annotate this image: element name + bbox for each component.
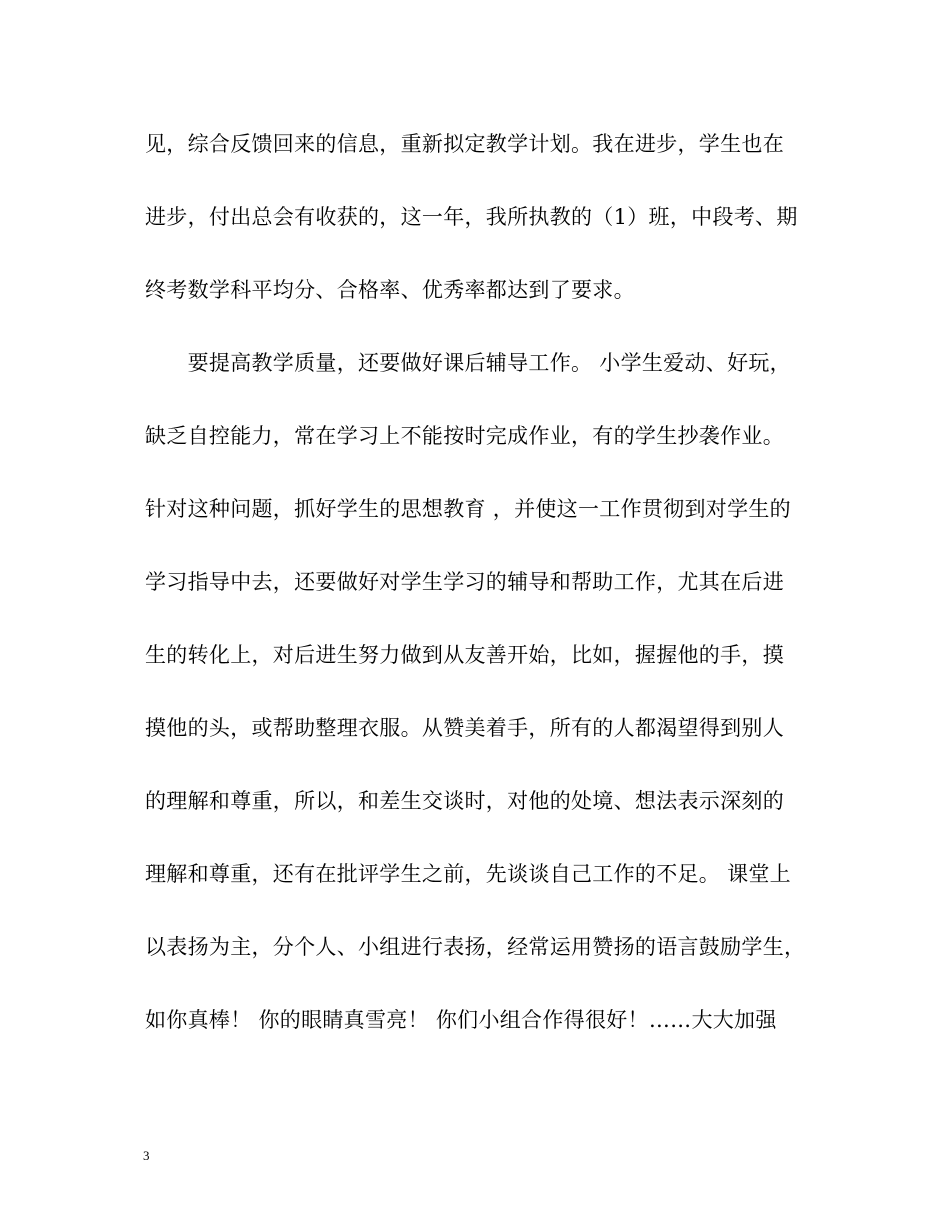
text-line: 理解和尊重，还有在批评学生之前，先谈谈自己工作的不足。 课堂上 xyxy=(145,862,791,886)
text-line: 摸他的头，或帮助整理衣服。从赞美着手，所有的人都渴望得到别人 xyxy=(145,716,784,740)
text-line: 如你真棒！ 你的眼睛真雪亮！ 你们小组合作得很好！……大大加强 xyxy=(145,1008,777,1032)
text-line: 进步，付出总会有收获的，这一年，我所执教的（1）班，中段考、期 xyxy=(145,205,798,229)
text-line: 要提高教学质量，还要做好课后辅导工作。 小学生爱动、好玩， xyxy=(145,351,791,375)
text-line: 的理解和尊重，所以，和差生交谈时，对他的处境、想法表示深刻的 xyxy=(145,789,784,813)
text-line: 见，综合反馈回来的信息，重新拟定教学计划。我在进步，学生也在 xyxy=(145,132,784,156)
page-number: 3 xyxy=(143,1148,150,1163)
text-line: 以表扬为主，分个人、小组进行表扬，经常运用赞扬的语言鼓励学生， xyxy=(145,935,806,959)
text-line: 缺乏自控能力，常在学习上不能按时完成作业，有的学生抄袭作业。 xyxy=(145,424,784,448)
text-line: 针对这种问题，抓好学生的思想教育 ，并使这一工作贯彻到对学生的 xyxy=(145,497,791,521)
text-line: 终考数学科平均分、合格率、优秀率都达到了要求。 xyxy=(145,278,635,302)
body-text xyxy=(145,118,810,1067)
text-line: 生的转化上，对后进生努力做到从友善开始，比如，握握他的手，摸 xyxy=(145,643,784,667)
text-line: 学习指导中去，还要做好对学生学习的辅导和帮助工作，尤其在后进 xyxy=(145,570,784,594)
